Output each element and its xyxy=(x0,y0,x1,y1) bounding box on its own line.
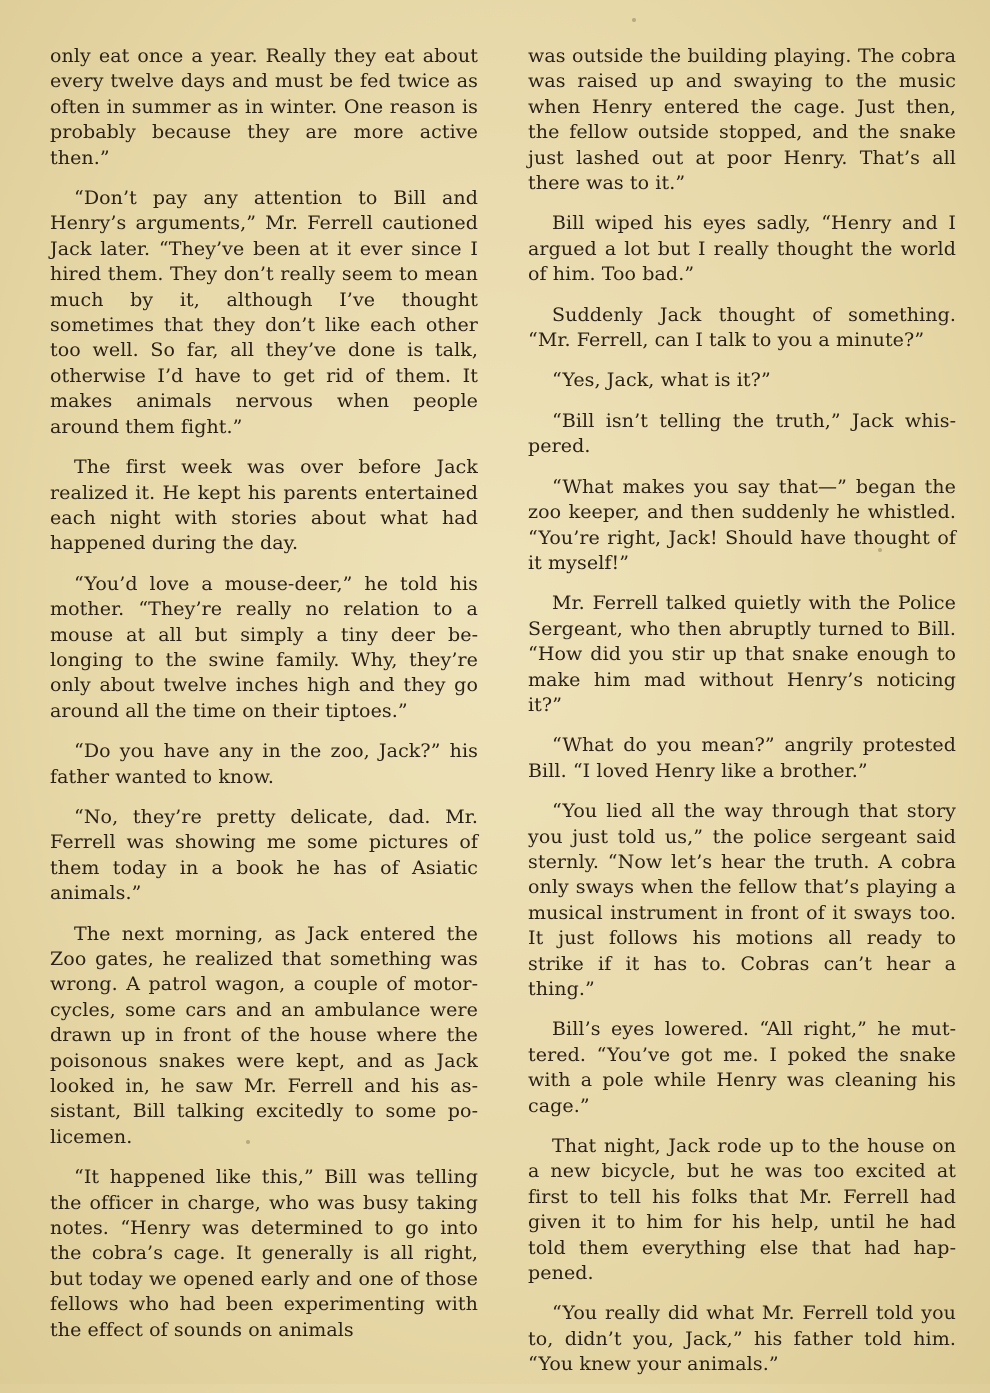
scan-speck xyxy=(632,18,636,22)
paragraph: was outside the building playing. The cobra was raised up and swaying to the music when Henry entered the cage. Just then, the fellow outside stopped, and the snake just lashed out at poor Henry. That’s all there was to it.” xyxy=(528,45,956,195)
paragraph: “No, they’re pretty delicate, dad. Mr. Ferrell was showing me some pictures of them today in a book he has of Asiatic animals.” xyxy=(50,805,478,905)
paragraph: “It happened like this,” Bill was telling the officer in charge, who was busy taking notes. “Henry was determined to go into the cobra’s cage. It generally is all right, but today we opened early and one of those fellows who had been experimenting with the effect of sounds on animals xyxy=(50,1166,478,1341)
paragraph: The first week was over before Jack realized it. He kept his parents entertained each night with stories about what had happened during the day. xyxy=(50,456,478,555)
scan-speck xyxy=(246,1140,250,1144)
paragraph: “You lied all the way through that story you just told us,” the police sergeant said sternly. “Now let’s hear the truth. A cobra only sways when the fellow that’s playing a musical instrument in front of it sways too. It just follows his motions all ready to strike if it has to. Cobras can’t hear a thing.” xyxy=(528,800,956,1000)
paragraph: Bill wiped his eyes sadly, “Henry and I argued a lot but I really thought the world of him. Too bad.” xyxy=(528,212,956,286)
right-column xyxy=(528,44,956,1393)
paragraph: Bill’s eyes lowered. “All right,” he muttered. “You’ve got me. I poked the snake with a pole while Henry was cleaning his cage.” xyxy=(528,1018,956,1117)
paragraph: Suddenly Jack thought of something. “Mr. Ferrell, can I talk to you a minute?” xyxy=(528,303,956,352)
paragraph: “Bill isn’t telling the truth,” Jack whispered. xyxy=(528,409,956,458)
paragraph: “You’d love a mouse-deer,” he told his mother. “They’re really no relation to a mouse at all but simply a tiny deer belonging to the swine family. Why, they’re only about twelve inches high and they go around all the time on their tiptoes.” xyxy=(50,572,478,722)
paragraph: “Do you have any in the zoo, Jack?” his father wanted to know. xyxy=(50,740,478,788)
paragraph: “Don’t pay any attention to Bill and Henry’s arguments,” Mr. Ferrell cautioned Jack later. “They’ve been at it ever since I hired them. They don’t really seem to mean much by it, although I’ve thought sometimes that they don’t like each other too well. So far, all they’ve done is talk, otherwise I’d have to get rid of them. It makes animals nervous when people around them fight.” xyxy=(50,187,478,438)
paragraph: “You really did what Mr. Ferrell told you to, didn’t you, Jack,” his father told him. “You knew your animals.” xyxy=(528,1302,956,1376)
paragraph: “Yes, Jack, what is it?” xyxy=(552,369,771,392)
paragraph: “What makes you say that—” began the zoo keeper, and then suddenly he whistled. “You’re right, Jack! Should have thought of it myself!” xyxy=(528,475,956,574)
paragraph: The next morning, as Jack entered the Zoo gates, he realized that something was wrong. A patrol wagon, a couple of motorcycles, some cars and an ambulance were drawn up in front of the house where the poisonous snakes were kept, and as Jack looked in, he saw Mr. Ferrell and his assistant, Bill talking excitedly to some policemen. xyxy=(50,922,478,1148)
paragraph: That night, Jack rode up to the house on a new bicycle, but he was too excited at first to tell his folks that Mr. Ferrell had given it to him for his help, until he had told them everything else that had happened. xyxy=(528,1135,956,1285)
paragraph: Mr. Ferrell talked quietly with the Police Sergeant, who then abruptly turned to Bill. “How did you stir up that snake enough to make him mad without Henry’s noticing it?” xyxy=(528,592,956,716)
paragraph: “What do you mean?” angrily protested Bill. “I loved Henry like a brother.” xyxy=(528,734,956,782)
left-column xyxy=(50,44,478,1358)
scan-speck xyxy=(878,548,882,552)
paragraph: only eat once a year. Really they eat about every twelve days and must be fed twice as often in summer as in winter. One reason is probably because they are more active then.” xyxy=(50,45,478,169)
